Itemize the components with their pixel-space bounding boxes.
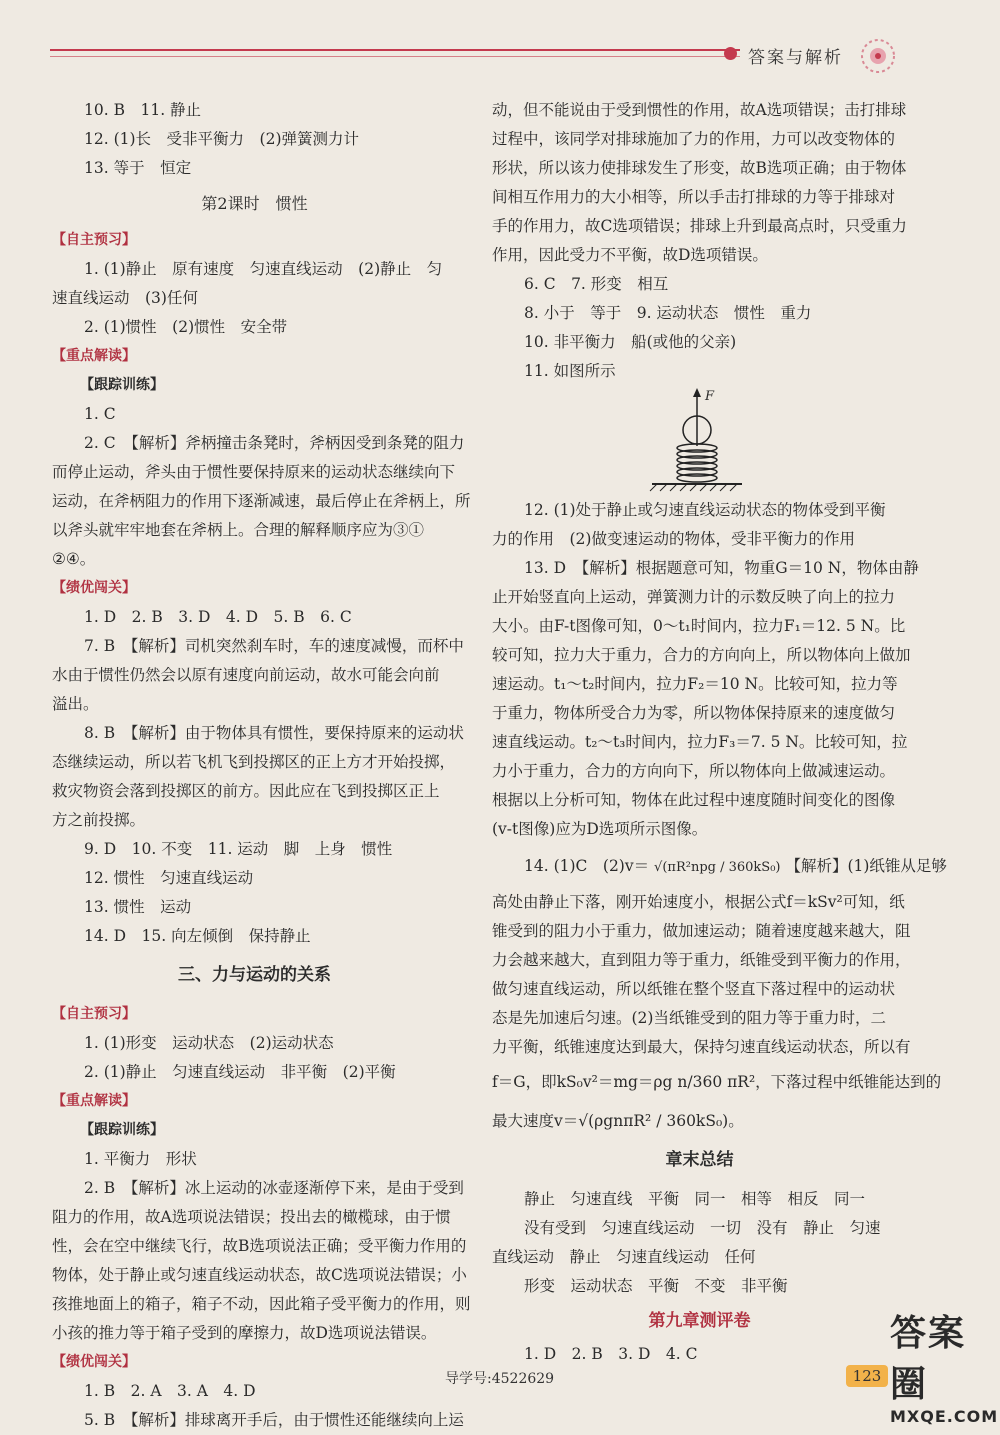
answer-line: 于重力，物体所受合力为零，所以物体保持原来的速度做匀 — [492, 704, 896, 722]
answer-text: 【解析】(1)纸锥从足够 — [785, 857, 947, 875]
answer-line: 作用，因此受力不平衡，故D选项错误。 — [492, 246, 768, 264]
sub-tag: 【跟踪训练】 — [80, 1122, 164, 1138]
answer-line: 溢出。 — [52, 695, 99, 713]
section-title: 三、力与运动的关系 — [178, 965, 331, 985]
answer-line: 6. C 7. 形变 相互 — [524, 275, 669, 293]
formula-line — [492, 852, 947, 882]
answer-line: 形状，所以该力使排球发生了形变，故B选项正确；由于物体 — [492, 159, 907, 177]
answer-line: 1. D 2. B 3. D 4. C — [524, 1344, 698, 1363]
answer-line: 较可知，拉力大于重力，合力的方向向上，所以物体向上做加 — [492, 646, 911, 664]
answer-line: 力会越来越大，直到阻力等于重力，纸锥受到平衡力的作用， — [492, 950, 911, 969]
formula: √(πR²npg / 360kS₀) — [654, 859, 781, 875]
answer-line: 态继续运动，所以若飞机飞到投掷区的正上方才开始投掷， — [52, 753, 456, 771]
answer-line: 力小于重力，合力的方向向下，所以物体向上做减速运动。 — [492, 762, 896, 780]
answer-line: 锥受到的阻力小于重力，做加速运动；随着速度越来越大，阻 — [492, 921, 911, 940]
section-tag: 【重点解读】 — [52, 348, 136, 364]
watermark-url: MXQE.COM — [890, 1407, 999, 1426]
answer-line: 速运动。t₁～t₂时间内，拉力F₂＝10 N。比较可知，拉力等 — [492, 675, 898, 693]
answer-line: 2. C 【解析】斧柄撞击条凳时，斧柄因受到条凳的阻力 — [84, 434, 465, 452]
section-title: 章末总结 — [665, 1149, 734, 1170]
lesson-title: 第2课时 惯性 — [201, 194, 308, 213]
answer-text: 14. (1)C (2)v＝ — [524, 857, 650, 875]
answer-line: 大小。由F-t图像可知，0～t₁时间内，拉力F₁＝12. 5 N。比 — [492, 617, 906, 635]
answer-line: 方之前投掷。 — [52, 811, 146, 829]
answer-line: 10. B 11. 静止 — [84, 101, 202, 119]
answer-line: 13. D 【解析】根据题意可知，物重G＝10 N，物体由静 — [524, 559, 919, 577]
answer-line: 12. (1)长 受非平衡力 (2)弹簧测力计 — [84, 130, 359, 148]
summary-line: 没有受到 匀速直线运动 一切 没有 静止 匀速 — [524, 1218, 881, 1237]
page-number: 123 — [846, 1365, 888, 1387]
summary-line: 直线运动 静止 匀速直线运动 任何 — [492, 1247, 756, 1266]
answer-line: 1. D 2. B 3. D 4. D 5. B 6. C — [84, 608, 352, 626]
header-bullet-icon — [724, 47, 737, 60]
answer-line: 10. 非平衡力 船(或他的父亲) — [524, 333, 737, 351]
answer-line: 物体，处于静止或匀速直线运动状态，故C选项说法错误；小 — [52, 1266, 467, 1284]
answer-line: 5. B 【解析】排球离开手后，由于惯性还能继续向上运 — [84, 1411, 464, 1429]
answer-line: 力的作用 (2)做变速运动的物体，受非平衡力的作用 — [492, 530, 855, 548]
spring-ball-figure — [492, 386, 907, 496]
right-column — [492, 96, 947, 1369]
answer-line: 阻力的作用，故A选项说法错误；投出去的橄榄球，由于惯 — [52, 1208, 451, 1226]
answer-line: 性，会在空中继续飞行，故B选项说法正确；受平衡力作用的 — [52, 1237, 467, 1255]
answer-line: 1. 平衡力 形状 — [84, 1150, 197, 1168]
answer-line: 救灾物资会落到投掷区的前方。因此应在飞到投掷区正上 — [52, 782, 440, 800]
answer-line: 速直线运动。t₂～t₃时间内，拉力F₃＝7. 5 N。比较可知，拉 — [492, 733, 908, 751]
answer-line: 7. B 【解析】司机突然刹车时，车的速度减慢，而杯中 — [84, 637, 464, 655]
answer-line: 2. (1)静止 匀速直线运动 非平衡 (2)平衡 — [84, 1063, 396, 1081]
answer-line: 13. 等于 恒定 — [84, 159, 192, 177]
answer-line: 力平衡，纸锥速度达到最大，保持匀速直线运动状态，所以有 — [492, 1037, 911, 1056]
answer-line: 速直线运动 (3)任何 — [52, 289, 198, 307]
answer-line: 13. 惯性 运动 — [84, 898, 192, 916]
answer-line: 1. B 2. A 3. A 4. D — [84, 1382, 256, 1400]
answer-line: 动，但不能说由于受到惯性的作用，故A选项错误；击打排球 — [492, 101, 907, 119]
section-tag: 【自主预习】 — [52, 1006, 136, 1022]
answer-line: 11. 如图所示 — [524, 362, 616, 380]
answer-line: 8. B 【解析】由于物体具有惯性，要保持原来的运动状 — [84, 724, 464, 742]
watermark-logo — [890, 1305, 999, 1426]
answer-line: 高处由静止下落，刚开始速度小，根据公式f＝kSv²可知，纸 — [492, 892, 905, 911]
answer-line: 9. D 10. 不变 11. 运动 脚 上身 惯性 — [84, 840, 393, 858]
sub-tag: 【跟踪训练】 — [80, 377, 164, 393]
answer-line: ②④。 — [52, 550, 96, 568]
answer-line: 12. (1)处于静止或匀速直线运动状态的物体受到平衡 — [524, 501, 886, 519]
force-diagram-icon — [492, 386, 907, 496]
answer-line: 最大速度v＝√(ρgnπR² / 360kS₀)。 — [492, 1111, 744, 1130]
answer-line: 1. (1)形变 运动状态 (2)运动状态 — [84, 1034, 334, 1052]
header-rule-thin — [50, 56, 740, 57]
section-tag: 【自主预习】 — [52, 232, 136, 248]
answer-line: 水由于惯性仍然会以原有速度向前运动，故水可能会向前 — [52, 666, 440, 684]
section-tag: 【绩优闯关】 — [52, 1354, 136, 1370]
answer-line: 以斧头就牢牢地套在斧柄上。合理的解释顺序应为③① — [52, 521, 425, 539]
answer-line: 止开始竖直向上运动，弹簧测力计的示数反映了向上的拉力 — [492, 588, 896, 606]
answer-line: 手的作用力，故C选项错误；排球上升到最高点时，只受重力 — [492, 217, 907, 235]
answer-line: 1. (1)静止 原有速度 匀速直线运动 (2)静止 匀 — [84, 260, 443, 278]
flower-ornament-icon — [850, 34, 906, 78]
left-column — [52, 96, 471, 1435]
answer-line: f＝G，即kS₀v²＝mg＝ρg n/360 πR²，下落过程中纸锥能达到的 — [492, 1072, 942, 1091]
answer-line: 14. D 15. 向左倾倒 保持静止 — [84, 927, 311, 945]
answer-line: 小孩的推力等于箱子受到的摩擦力，故D选项说法错误。 — [52, 1324, 437, 1342]
answer-line: 2. (1)惯性 (2)惯性 安全带 — [84, 318, 288, 336]
answer-line: 12. 惯性 匀速直线运动 — [84, 869, 254, 887]
answer-line: 根据以上分析可知，物体在此过程中速度随时间变化的图像 — [492, 791, 896, 809]
watermark-text: 答案圈 — [890, 1313, 967, 1405]
header-rule — [50, 49, 740, 51]
chapter-title: 第九章测评卷 — [648, 1310, 751, 1331]
answer-line: 过程中，该同学对排球施加了力的作用，力可以改变物体的 — [492, 130, 896, 148]
answer-line: 8. 小于 等于 9. 运动状态 惯性 重力 — [524, 304, 812, 322]
answer-line: 1. C — [84, 405, 116, 423]
answer-line: (v-t图像)应为D选项所示图像。 — [492, 820, 708, 838]
answer-line: 而停止运动，斧头由于惯性要保持原来的运动状态继续向下 — [52, 463, 456, 481]
answer-line: 运动，在斧柄阻力的作用下逐渐减速，最后停止在斧柄上，所 — [52, 492, 471, 510]
answer-line: 间相互作用力的大小相等，所以手击打排球的力等于排球对 — [492, 188, 896, 206]
section-tag: 【绩优闯关】 — [52, 580, 136, 596]
answer-line: 孩推地面上的箱子，箱子不动，因此箱子受平衡力的作用，则 — [52, 1295, 471, 1313]
guide-number: 导学号:4522629 — [445, 1371, 555, 1387]
summary-line: 形变 运动状态 平衡 不变 非平衡 — [524, 1276, 788, 1295]
section-tag: 【重点解读】 — [52, 1093, 136, 1109]
summary-line: 静止 匀速直线 平衡 同一 相等 相反 同一 — [524, 1189, 866, 1208]
answer-line: 2. B 【解析】冰上运动的冰壶逐渐停下来，是由于受到 — [84, 1179, 464, 1197]
header-title: 答案与解析 — [748, 48, 843, 68]
answer-line: 态是先加速后匀速。(2)当纸锥受到的阻力等于重力时，二 — [492, 1008, 886, 1027]
force-label: F — [705, 389, 715, 404]
answer-line: 做匀速直线运动，所以纸锥在整个竖直下落过程中的运动状 — [492, 979, 896, 998]
